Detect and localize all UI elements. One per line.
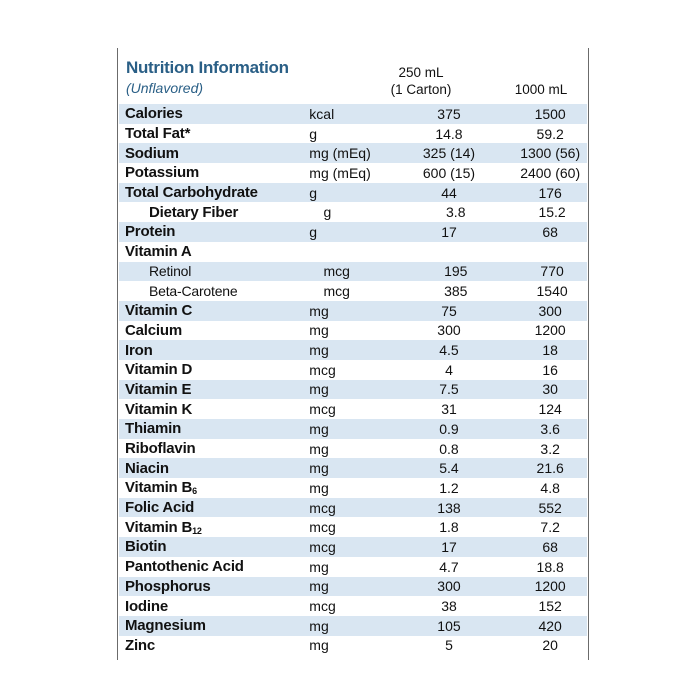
nutrient-table — [119, 104, 587, 655]
nutrient-name-text: Thiamin — [125, 420, 182, 438]
panel-subtitle: (Unflavored) — [126, 80, 204, 96]
nutrient-name — [119, 420, 309, 437]
nutrient-unit: mg — [309, 420, 329, 437]
nutrient-unit: mg (mEq) — [309, 145, 371, 162]
value-250ml: 38 — [441, 598, 457, 615]
nutrient-name-text: Beta-Carotene — [149, 283, 238, 300]
nutrient-name-subscript: 6 — [192, 486, 197, 497]
nutrient-name-text: Sodium — [125, 144, 179, 162]
nutrient-name-text: Vitamin D — [125, 361, 193, 379]
nutrient-name-text: Vitamin B — [125, 518, 193, 536]
nutrient-name — [119, 125, 309, 142]
nutrient-name — [119, 401, 309, 418]
nutrient-name-text: Magnesium — [125, 617, 206, 635]
value-1000ml: 176 — [538, 184, 562, 201]
table-row — [119, 439, 587, 459]
value-1000ml: 68 — [542, 223, 558, 240]
value-1000ml: 152 — [538, 598, 562, 615]
value-250ml: 5 — [445, 637, 453, 654]
table-row — [119, 380, 587, 400]
nutrient-unit: kcal — [309, 105, 335, 122]
nutrient-name — [119, 637, 309, 654]
nutrient-unit: mg — [309, 302, 329, 319]
value-250ml: 138 — [437, 499, 461, 516]
value-1000ml: 68 — [542, 538, 558, 555]
column-header-250ml-carton: (1 Carton) — [390, 82, 452, 97]
value-1000ml: 1300 (56) — [520, 145, 581, 162]
value-1000ml: 2400 (60) — [520, 164, 581, 181]
column-header-250ml — [376, 64, 466, 98]
value-1000ml: 59.2 — [536, 125, 564, 142]
nutrient-unit: mcg — [309, 538, 336, 555]
value-250ml: 3.8 — [446, 204, 466, 221]
nutrition-panel — [117, 48, 589, 660]
value-250ml: 14.8 — [435, 125, 463, 142]
table-row — [119, 557, 587, 577]
nutrient-name-text: Vitamin A — [125, 243, 192, 261]
value-1000ml: 7.2 — [540, 519, 560, 536]
nutrient-unit: mg — [309, 440, 329, 457]
nutrient-name-text: Calcium — [125, 321, 182, 339]
value-250ml: 17 — [441, 538, 457, 555]
value-250ml: 105 — [437, 617, 461, 634]
nutrient-name — [119, 243, 309, 260]
nutrient-name — [119, 460, 309, 477]
nutrient-name — [119, 302, 309, 319]
table-row — [119, 577, 587, 597]
nutrient-name — [119, 322, 309, 339]
nutrient-name-text: Total Fat* — [125, 125, 191, 143]
value-1000ml: 1500 — [534, 105, 566, 122]
nutrient-name-text: Dietary Fiber — [149, 203, 239, 221]
table-row — [119, 202, 587, 222]
nutrient-unit: g — [323, 204, 332, 221]
nutrient-name — [119, 342, 309, 359]
nutrient-unit: mg (mEq) — [309, 164, 371, 181]
nutrient-name — [119, 558, 309, 575]
nutrient-name-text: Iodine — [125, 597, 168, 615]
value-1000ml: 15.2 — [538, 204, 566, 221]
nutrient-name-text: Riboflavin — [125, 440, 196, 458]
nutrient-name — [119, 538, 309, 555]
nutrient-name-text: Phosphorus — [125, 577, 211, 595]
value-250ml: 5.4 — [439, 460, 459, 477]
nutrient-name — [119, 578, 309, 595]
value-1000ml: 3.6 — [540, 420, 560, 437]
value-1000ml: 1540 — [536, 283, 568, 300]
nutrient-name-text: Vitamin E — [125, 380, 192, 398]
nutrient-unit: mcg — [309, 361, 336, 378]
value-250ml: 4.7 — [439, 558, 459, 575]
nutrient-name-text: Vitamin K — [125, 400, 193, 418]
nutrient-name — [119, 617, 309, 634]
nutrient-name — [119, 263, 324, 279]
nutrient-name — [119, 184, 309, 201]
value-1000ml: 3.2 — [540, 440, 560, 457]
nutrient-name-text: Vitamin C — [125, 302, 193, 320]
table-row — [119, 321, 587, 341]
table-row — [119, 478, 587, 498]
table-row — [119, 596, 587, 616]
nutrient-unit: mg — [309, 460, 329, 477]
nutrient-name — [119, 499, 309, 516]
nutrient-name — [119, 381, 309, 398]
value-250ml: 17 — [441, 223, 457, 240]
nutrient-name-text: Folic Acid — [125, 499, 195, 517]
table-row — [119, 340, 587, 360]
table-row — [119, 104, 587, 124]
value-1000ml: 16 — [542, 361, 558, 378]
panel-title: Nutrition Information — [126, 58, 289, 77]
value-250ml: 325 (14) — [422, 145, 476, 162]
value-1000ml: 30 — [542, 381, 558, 398]
nutrient-name — [119, 479, 309, 496]
value-1000ml: 18 — [542, 342, 558, 359]
nutrient-name-text: Calories — [125, 105, 183, 123]
value-1000ml: 420 — [538, 617, 562, 634]
value-250ml: 0.9 — [439, 420, 459, 437]
nutrient-name-text: Potassium — [125, 164, 200, 182]
nutrient-name-text: Biotin — [125, 538, 167, 556]
value-250ml: 44 — [441, 184, 457, 201]
value-1000ml: 20 — [542, 637, 558, 654]
nutrient-unit: g — [309, 184, 318, 201]
nutrient-unit: mg — [309, 342, 329, 359]
value-1000ml: 552 — [538, 499, 562, 516]
nutrient-unit: mg — [309, 558, 329, 575]
nutrient-unit: mcg — [309, 598, 336, 615]
value-250ml: 7.5 — [439, 381, 459, 398]
nutrient-name — [119, 440, 309, 457]
table-row — [119, 399, 587, 419]
nutrient-name-text: Niacin — [125, 459, 169, 477]
value-1000ml: 300 — [538, 302, 562, 319]
value-250ml: 4 — [445, 361, 453, 378]
nutrient-name — [119, 519, 309, 536]
value-250ml: 0.8 — [439, 440, 459, 457]
table-row — [119, 242, 587, 262]
nutrient-name — [119, 223, 309, 240]
value-1000ml: 21.6 — [536, 460, 564, 477]
table-row — [119, 262, 587, 282]
column-header-1000ml: 1000 mL — [514, 82, 568, 97]
value-1000ml: 1200 — [534, 322, 566, 339]
table-row — [119, 143, 587, 163]
table-row — [119, 163, 587, 183]
column-header-250ml-volume: 250 mL — [398, 65, 444, 80]
nutrient-name — [119, 164, 309, 181]
nutrient-name-text: Vitamin B — [125, 479, 193, 497]
nutrient-name-subscript: 12 — [192, 525, 202, 536]
nutrient-unit: mcg — [323, 263, 350, 280]
value-1000ml: 770 — [540, 263, 564, 280]
table-row — [119, 458, 587, 478]
nutrient-name-text: Protein — [125, 223, 176, 241]
nutrient-name — [119, 145, 309, 162]
nutrient-name-text: Total Carbohydrate — [125, 184, 258, 202]
value-1000ml: 18.8 — [536, 558, 564, 575]
nutrient-name — [119, 598, 309, 615]
table-row — [119, 537, 587, 557]
value-1000ml: 124 — [538, 401, 562, 418]
value-1000ml: 4.8 — [540, 479, 560, 496]
value-250ml: 4.5 — [439, 342, 459, 359]
nutrient-unit: mg — [309, 617, 329, 634]
table-row — [119, 281, 587, 301]
nutrient-name-text: Retinol — [149, 263, 192, 280]
nutrient-unit: mg — [309, 322, 329, 339]
value-250ml: 375 — [437, 105, 461, 122]
value-250ml: 300 — [437, 578, 461, 595]
nutrient-unit: mg — [309, 381, 329, 398]
nutrient-name — [119, 361, 309, 378]
table-row — [119, 616, 587, 636]
nutrient-unit: g — [309, 125, 318, 142]
nutrient-unit: mcg — [309, 401, 336, 418]
nutrient-unit: g — [309, 223, 318, 240]
table-row — [119, 124, 587, 144]
nutrient-name-text: Zinc — [125, 636, 156, 654]
nutrient-unit: mg — [309, 578, 329, 595]
value-1000ml: 1200 — [534, 578, 566, 595]
value-250ml: 1.8 — [439, 519, 459, 536]
table-row — [119, 419, 587, 439]
table-row — [119, 360, 587, 380]
value-250ml: 75 — [441, 302, 457, 319]
nutrient-name-text: Pantothenic Acid — [125, 558, 244, 576]
nutrient-unit: mcg — [309, 499, 336, 516]
nutrient-name — [119, 204, 324, 221]
table-row — [119, 517, 587, 537]
nutrient-name — [119, 283, 324, 299]
nutrient-unit: mcg — [309, 519, 336, 536]
nutrient-unit: mcg — [323, 283, 350, 300]
table-row — [119, 301, 587, 321]
table-row — [119, 183, 587, 203]
nutrient-name — [119, 105, 309, 122]
value-250ml: 600 (15) — [422, 164, 476, 181]
value-250ml: 385 — [444, 283, 468, 300]
table-row — [119, 636, 587, 656]
nutrient-unit: mg — [309, 637, 329, 654]
value-250ml: 300 — [437, 322, 461, 339]
nutrient-unit: mg — [309, 479, 329, 496]
value-250ml: 31 — [441, 401, 457, 418]
value-250ml: 1.2 — [439, 479, 459, 496]
table-row — [119, 498, 587, 518]
table-row — [119, 222, 587, 242]
value-250ml: 195 — [444, 263, 468, 280]
nutrient-name-text: Iron — [125, 341, 153, 359]
